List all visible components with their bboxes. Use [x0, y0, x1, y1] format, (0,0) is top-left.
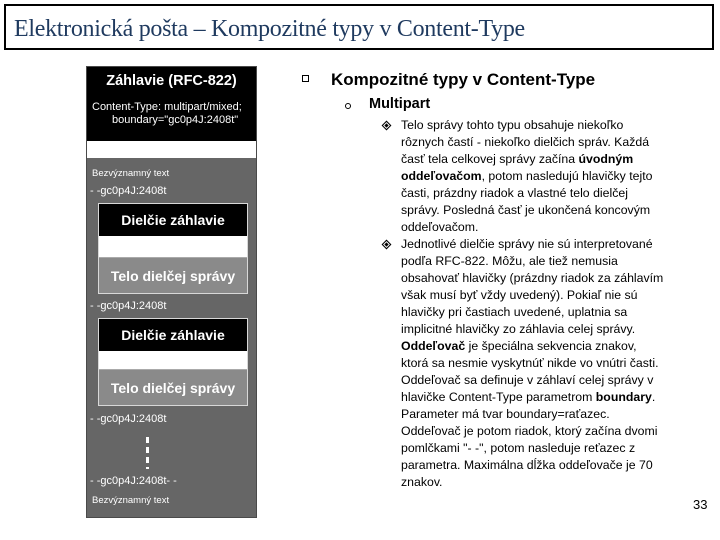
bullet-level3-item — [384, 117, 714, 236]
text-line: oddeľovačom. — [401, 220, 479, 234]
text-line — [401, 389, 701, 406]
text-line: Parameter má tvar boundary=raťazec. — [401, 407, 610, 421]
text-run: je špeciálna sekvencia znakov, — [465, 339, 637, 353]
text-line — [401, 151, 701, 168]
bullet-text — [401, 117, 701, 236]
content-type-line: Content-Type: multipart/mixed; — [92, 101, 242, 113]
boundary-line: boundary="gc0p4J:2408t" — [112, 114, 239, 126]
diagram-closing-separator: - -gc0p4J:2408t- - — [90, 475, 177, 487]
page-number: 33 — [693, 497, 708, 512]
text-run: , potom nasledujú hlavičky tejto — [481, 169, 653, 183]
circle-bullet-icon — [345, 103, 351, 109]
diagram-content-type — [92, 101, 242, 127]
text-run: . — [651, 390, 656, 404]
diagram-header-title: Záhlavie (RFC-822) — [106, 73, 237, 89]
diagram-epilogue: Bezvýznamný text — [92, 495, 170, 506]
text-line: pomlčkami "- -", potom nasleduje reťazec z — [401, 441, 636, 455]
text-line: správy. Posledná časť je ukončená koncovým — [401, 203, 651, 217]
diagram-separator: - -gc0p4J:2408t — [90, 413, 167, 425]
text-run: časť tela celkovej správy začína — [401, 152, 579, 166]
slide-title-bar — [4, 4, 714, 50]
diagram-separator: - -gc0p4J:2408t — [90, 185, 167, 197]
text-line: však musí byť vždy uvedený). Pokiaľ nie sú — [401, 288, 638, 302]
text-line: Oddeľovač je potom riadok, ktorý začína dvomi — [401, 424, 658, 438]
text-line: parametra. Maximálna dĺžka oddeľovače je 70 — [401, 458, 653, 472]
text-line: Telo správy tohto typu obsahuje niekoľko — [401, 118, 624, 132]
heading-level2: Multipart — [369, 96, 431, 112]
slide-title: Elektronická pošta – Kompozitné typy v Content-Type — [14, 16, 525, 42]
text-line: podľa RFC-822. Môžu, ale tiež nemusia — [401, 254, 618, 268]
text-line: hlavičky pri častiach uvedené, uplatnia sa — [401, 305, 628, 319]
text-line: Oddeľovač sa definuje v záhlaví celej správy v — [401, 373, 654, 387]
part-body: Telo dielčej správy — [99, 369, 247, 405]
part-header: Dielčie záhlavie — [99, 204, 247, 236]
bullet-level3-item — [384, 236, 714, 491]
part-header: Dielčie záhlavie — [99, 319, 247, 351]
bold-term: oddeľovačom — [401, 169, 482, 183]
heading-level1: Kompozitné typy v Content-Type — [331, 70, 596, 89]
bold-term: úvodným — [578, 152, 634, 166]
diagram-separator: - -gc0p4J:2408t — [90, 300, 167, 312]
bullet-text — [401, 236, 701, 491]
diagram-part-2 — [98, 318, 248, 406]
diagram-blank-line — [87, 141, 256, 158]
part-body: Telo dielčej správy — [99, 257, 247, 293]
text-line: rôznych častí - niekoľko dielčich správ. Každá — [401, 135, 650, 149]
diamond-bullet-icon — [383, 241, 390, 248]
diamond-bullet-icon — [383, 122, 390, 129]
text-line — [401, 168, 701, 185]
text-line: ktorá sa nesmie vyskytnúť nikde vo vnútri časti. — [401, 356, 659, 370]
diagram-part-1 — [98, 203, 248, 294]
text-line: implicitné hlavičky zo záhlavia celej správy. — [401, 322, 636, 336]
ellipsis-vertical-icon — [146, 437, 149, 469]
text-line: časti, prázdny riadok a vlastné telo dielčej — [401, 186, 628, 200]
diagram-rfc822-header — [87, 67, 256, 141]
text-line: Jednotlivé dielčie správy nie sú interpretované — [401, 237, 653, 251]
diagram-preamble: Bezvýznamný text — [92, 168, 170, 179]
text-line: obsahovať hlavičky (prázdny riadok za záhlavím — [401, 271, 664, 285]
multipart-diagram — [86, 66, 257, 518]
bold-term: Oddeľovač — [401, 339, 466, 353]
bold-term: boundary — [595, 390, 652, 404]
text-line: znakov. — [401, 475, 443, 489]
text-line — [401, 338, 701, 355]
text-run: hlavičke Content-Type parametrom — [401, 390, 596, 404]
square-bullet-icon — [302, 75, 309, 82]
